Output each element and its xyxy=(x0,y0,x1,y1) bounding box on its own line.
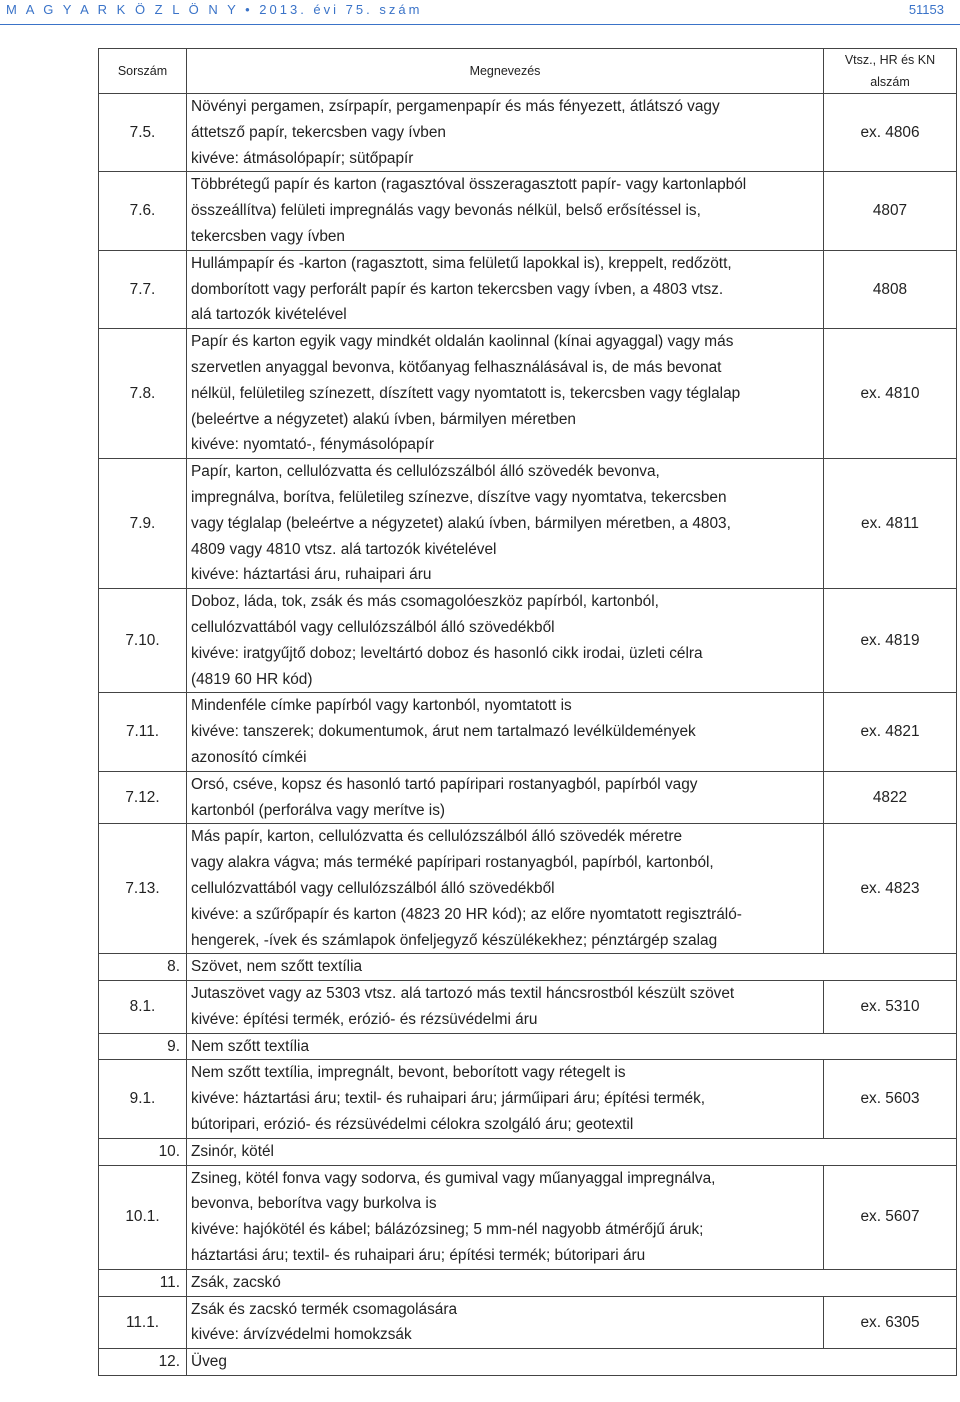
table-row xyxy=(99,771,957,824)
description-line: Zsineg, kötél fonva vagy sodorva, és gumival vagy műanyaggal impregnálva, xyxy=(191,1169,716,1187)
description-line: nélkül, felületileg színezett, díszített vagy nyomtatott is, tekercsben vagy téglalap xyxy=(191,384,741,402)
row-number: 7.7. xyxy=(99,250,187,328)
page-header xyxy=(0,0,960,22)
row-number: 7.13. xyxy=(99,824,187,954)
row-code: ex. 5310 xyxy=(824,981,957,1034)
row-number: 9.1. xyxy=(99,1060,187,1138)
description-line: cellulózvattából vagy cellulózszálból álló szövedékből xyxy=(191,618,555,636)
description-line: kartonból (perforálva vagy merítve is) xyxy=(191,801,446,819)
description-line: domborított vagy perforált papír és karton tekercsben vagy ívben, a 4803 vtsz. xyxy=(191,280,724,298)
product-table xyxy=(98,48,957,1376)
row-description xyxy=(187,1269,957,1296)
description-line: kivéve: iratgyűjtő doboz; leveltártó doboz és hasonló cikk irodai, üzleti célra xyxy=(191,644,703,662)
journal-title: M A G Y A R K Ö Z L Ö N Y • 2013. évi 75. szám xyxy=(6,2,423,17)
table-row xyxy=(99,459,957,589)
description-line: háztartási áru; textil- és ruhaipari áru; építési termék; bútoripari áru xyxy=(191,1247,646,1265)
description-line: kivéve: a szűrőpapír és karton (4823 20 HR kód); az előre nyomtatott regisztráló- xyxy=(191,905,742,923)
description-line: vagy téglalap (beleértve a négyzetet) alakú ívben, bármilyen méretben, a 4803, xyxy=(191,514,731,532)
row-description xyxy=(187,1138,957,1165)
row-description xyxy=(187,1060,824,1138)
table-header-row xyxy=(99,49,957,94)
table-row xyxy=(99,1165,957,1269)
table-row xyxy=(99,1060,957,1138)
description-line: kivéve: háztartási áru, ruhaipari áru xyxy=(191,566,432,584)
description-line: impregnálva, borítva, felületileg színezve, díszítve vagy nyomtatva, tekercsben xyxy=(191,488,727,506)
row-code: ex. 5603 xyxy=(824,1060,957,1138)
table-group-row xyxy=(99,1138,957,1165)
row-description xyxy=(187,329,824,459)
row-code: ex. 4821 xyxy=(824,693,957,771)
description-line: kivéve: átmásolópapír; sütőpapír xyxy=(191,149,414,167)
row-code: ex. 4806 xyxy=(824,94,957,172)
description-line: kivéve: nyomtató-, fénymásolópapír xyxy=(191,436,434,454)
row-number: 7.11. xyxy=(99,693,187,771)
row-description xyxy=(187,250,824,328)
description-line: Más papír, karton, cellulózvatta és cellulózszálból álló szövedék méretre xyxy=(191,828,683,846)
row-number: 11.1. xyxy=(99,1296,187,1349)
column-header-code: Vtsz., HR és KN alszám xyxy=(824,49,957,94)
description-line: Zsák, zacskó xyxy=(191,1273,281,1291)
table-row xyxy=(99,693,957,771)
row-description xyxy=(187,981,824,1034)
description-line: azonosító címkéi xyxy=(191,748,307,766)
description-line: Hullámpapír és -karton (ragasztott, sima felületű lapokkal is), kreppelt, redőzött, xyxy=(191,254,732,272)
description-line: Mindenféle címke papírból vagy kartonból, nyomtatott is xyxy=(191,697,572,715)
column-header-description: Megnevezés xyxy=(187,49,824,94)
description-line: kivéve: tanszerek; dokumentumok, árut nem tartalmazó levélküldemények xyxy=(191,723,696,741)
description-line: Papír, karton, cellulózvatta és cellulózszálból álló szövedék bevonva, xyxy=(191,463,660,481)
description-line: Üveg xyxy=(191,1353,227,1371)
column-header-number: Sorszám xyxy=(99,49,187,94)
table-row xyxy=(99,981,957,1034)
row-code: ex. 6305 xyxy=(824,1296,957,1349)
description-line: kivéve: árvízvédelmi homokzsák xyxy=(191,1326,412,1344)
page-number: 51153 xyxy=(908,2,944,17)
description-line: cellulózvattából vagy cellulózszálból álló szövedékből xyxy=(191,879,555,897)
row-description xyxy=(187,1165,824,1269)
row-description xyxy=(187,459,824,589)
row-description xyxy=(187,94,824,172)
row-code: ex. 4823 xyxy=(824,824,957,954)
description-line: Papír és karton egyik vagy mindkét oldalán kaolinnal (kínai agyaggal) vagy más xyxy=(191,333,734,351)
description-line: Orsó, cséve, kopsz és hasonló tartó papíripari rostanyagból, papírból vagy xyxy=(191,775,698,793)
row-description xyxy=(187,771,824,824)
description-line: Többrétegű papír és karton (ragasztóval összeragasztott papír- vagy kartonlapból xyxy=(191,176,747,194)
row-code: ex. 4811 xyxy=(824,459,957,589)
row-code: 4808 xyxy=(824,250,957,328)
description-line: tekercsben vagy ívben xyxy=(191,227,345,245)
row-description xyxy=(187,1349,957,1376)
table-group-row xyxy=(99,1349,957,1376)
description-line: Doboz, láda, tok, zsák és más csomagolóeszköz papírból, kartonból, xyxy=(191,593,659,611)
row-code: ex. 5607 xyxy=(824,1165,957,1269)
description-line: kivéve: háztartási áru; textil- és ruhaipari áru; járműipari áru; építési termék, xyxy=(191,1090,706,1108)
description-line: áttetsző papír, tekercsben vagy ívben xyxy=(191,123,446,141)
row-number: 12. xyxy=(99,1349,187,1376)
table-row xyxy=(99,329,957,459)
description-line: 4809 vagy 4810 vtsz. alá tartozók kivételével xyxy=(191,540,497,558)
header-divider xyxy=(0,24,960,25)
row-code: 4807 xyxy=(824,172,957,250)
description-line: Zsák és zacskó termék csomagolására xyxy=(191,1300,458,1318)
description-line: Növényi pergamen, zsírpapír, pergamenpapír és más fényezett, átlátszó vagy xyxy=(191,98,720,115)
description-line: bevonva, beborítva vagy burkolva is xyxy=(191,1195,437,1213)
description-line: Zsinór, kötél xyxy=(191,1142,274,1160)
row-code: ex. 4810 xyxy=(824,329,957,459)
row-number: 7.5. xyxy=(99,94,187,172)
row-description xyxy=(187,824,824,954)
row-number: 7.12. xyxy=(99,771,187,824)
row-description xyxy=(187,1033,957,1060)
row-description xyxy=(187,954,957,981)
description-line: összeállítva) felületi impregnálás vagy bevonás nélkül, belső erősítéssel is, xyxy=(191,202,701,220)
description-line: Jutaszövet vagy az 5303 vtsz. alá tartozó más textil háncsrostból készült szövet xyxy=(191,985,735,1003)
row-number: 7.9. xyxy=(99,459,187,589)
table-row xyxy=(99,824,957,954)
row-number: 7.6. xyxy=(99,172,187,250)
row-number: 8.1. xyxy=(99,981,187,1034)
table-row xyxy=(99,250,957,328)
description-line: szervetlen anyaggal bevonva, kötőanyag felhasználásával is, de más bevonat xyxy=(191,358,722,376)
row-number: 7.10. xyxy=(99,589,187,693)
description-line: Nem szőtt textília xyxy=(191,1037,310,1055)
table-row xyxy=(99,94,957,172)
description-line: bútoripari, erózió- és rézsüvédelmi célokra szolgáló áru; geotextil xyxy=(191,1116,634,1134)
table-row xyxy=(99,589,957,693)
description-line: Nem szőtt textília, impregnált, bevont, beborított vagy rétegelt is xyxy=(191,1064,626,1082)
row-description xyxy=(187,1296,824,1349)
row-description xyxy=(187,589,824,693)
table-row xyxy=(99,172,957,250)
description-line: (beleértve a négyzetet) alakú ívben, bármilyen méretben xyxy=(191,410,576,428)
table-body xyxy=(99,94,957,1376)
row-code: ex. 4819 xyxy=(824,589,957,693)
row-number: 11. xyxy=(99,1269,187,1296)
description-line: kivéve: hajókötél és kábel; bálázózsineg; 5 mm-nél nagyobb átmérőjű áruk; xyxy=(191,1221,704,1239)
table-group-row xyxy=(99,954,957,981)
description-line: hengerek, -ívek és számlapok önfeljegyző készülékekhez; pénztárgép szalag xyxy=(191,931,718,949)
row-number: 10. xyxy=(99,1138,187,1165)
description-line: vagy alakra vágva; más terméké papíripari rostanyagból, papírból, kartonból, xyxy=(191,854,714,872)
table-row xyxy=(99,1296,957,1349)
description-line: kivéve: építési termék, erózió- és rézsüvédelmi áru xyxy=(191,1010,538,1028)
row-description xyxy=(187,693,824,771)
row-number: 10.1. xyxy=(99,1165,187,1269)
description-line: (4819 60 HR kód) xyxy=(191,670,313,688)
description-line: Szövet, nem szőtt textília xyxy=(191,958,363,976)
row-description xyxy=(187,172,824,250)
row-number: 8. xyxy=(99,954,187,981)
table-group-row xyxy=(99,1033,957,1060)
description-line: alá tartozók kivételével xyxy=(191,306,347,324)
table-group-row xyxy=(99,1269,957,1296)
row-number: 9. xyxy=(99,1033,187,1060)
row-code: 4822 xyxy=(824,771,957,824)
row-number: 7.8. xyxy=(99,329,187,459)
